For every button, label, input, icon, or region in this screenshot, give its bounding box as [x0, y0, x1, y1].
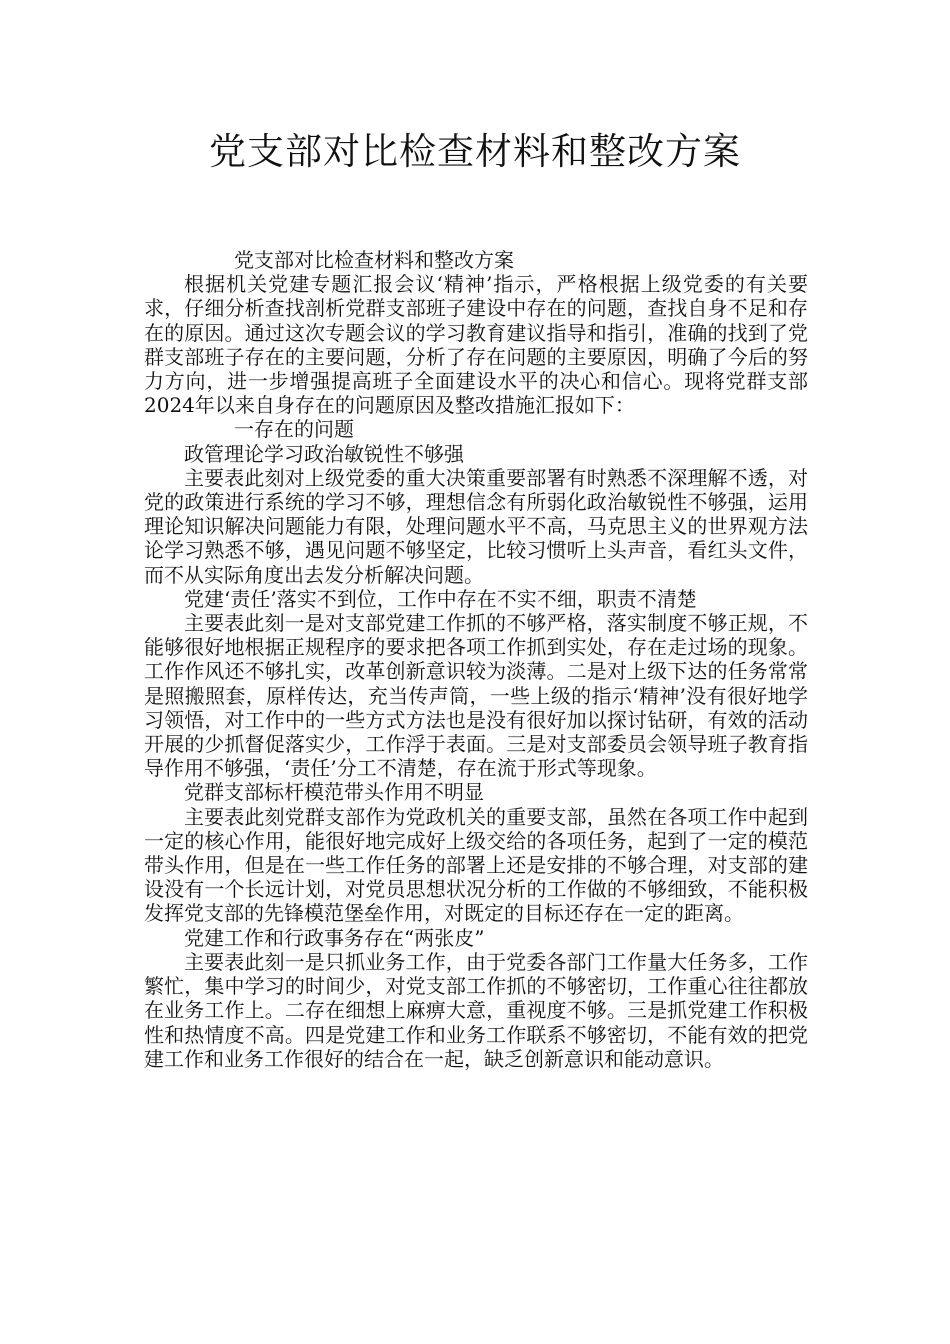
section-heading: 一存在的问题 — [234, 417, 354, 442]
item-paragraph: 主要表此刻党群支部作为党政机关的重要支部，虽然在各项工作中起到一定的核心作用，能很好地完成好上级交给的各项任务，起到了一定的模范带头作用，但是在一些工作任务的部署上还是安排的不够合理，对支部的建设没有一个长远计划，对党员思想状况分析的工作做的不够细致，不能积极发挥党支部的先锋模范堡垒作用，对既定的目标还存在一定的距离。 — [144, 804, 808, 926]
item-heading: 政管理论学习政治敏锐性不够强 — [184, 441, 464, 466]
document-title: 党支部对比检查材料和整改方案 — [209, 130, 741, 173]
item-heading: 党建‘责任’落实不到位，工作中存在不实不细，职责不清楚 — [184, 586, 697, 611]
document-body — [144, 248, 808, 1071]
document-subtitle: 党支部对比检查材料和整改方案 — [234, 248, 514, 272]
item-heading: 党群支部标杆模范带头作用不明显 — [184, 780, 484, 805]
item-paragraph: 主要表此刻对上级党委的重大决策重要部署有时熟悉不深理解不透，对党的政策进行系统的学习不够，理想信念有所弱化政治敏锐性不够强，运用理论知识解决问题能力有限，处理问题水平不高，马克思主义的世界观方法论学习熟悉不够，遇见问题不够坚定，比较习惯听上头声音，看红头文件，而不从实际角度出去发分析解决问题。 — [144, 465, 808, 587]
intro-paragraph: 根据机关党建专题汇报会议‘精神’指示，严格根据上级党委的有关要求，仔细分析查找剖析党群支部班子建设中存在的问题，查找自身不足和存在的原因。通过这次专题会议的学习教育建议指导和指引，准确的找到了党群支部班子存在的主要问题，分析了存在问题的主要原因，明确了今后的努力方向，进一步增强提高班子全面建设水平的决心和信心。现将党群支部2024年以来自身存在的问题原因及整改措施汇报如下： — [144, 272, 808, 418]
item-paragraph: 主要表此刻一是对支部党建工作抓的不够严格，落实制度不够正规，不能够很好地根据正规程序的要求把各项工作抓到实处，存在走过场的现象。工作作风还不够扎实，改革创新意识较为淡薄。二是对上级下达的任务常常是照搬照套，原样传达，充当传声筒，一些上级的指示‘精神’没有很好地学习领悟，对工作中的一些方式方法也是没有很好加以探讨钻研，有效的活动开展的少抓督促落实少，工作浮于表面。三是对支部委员会领导班子教育指导作用不够强，‘责任’分工不清楚，存在流于形式等现象。 — [144, 611, 808, 781]
item-paragraph: 主要表此刻一是只抓业务工作，由于党委各部门工作量大任务多，工作繁忙，集中学习的时间少，对党支部工作抓的不够密切，工作重心往往都放在业务工作上。二存在细想上麻痹大意，重视度不够。三是抓党建工作积极性和热情度不高。四是党建工作和业务工作联系不够密切，不能有效的把党建工作和业务工作很好的结合在一起，缺乏创新意识和能动意识。 — [144, 949, 808, 1071]
item-heading: 党建工作和行政事务存在“两张皮” — [184, 925, 485, 950]
